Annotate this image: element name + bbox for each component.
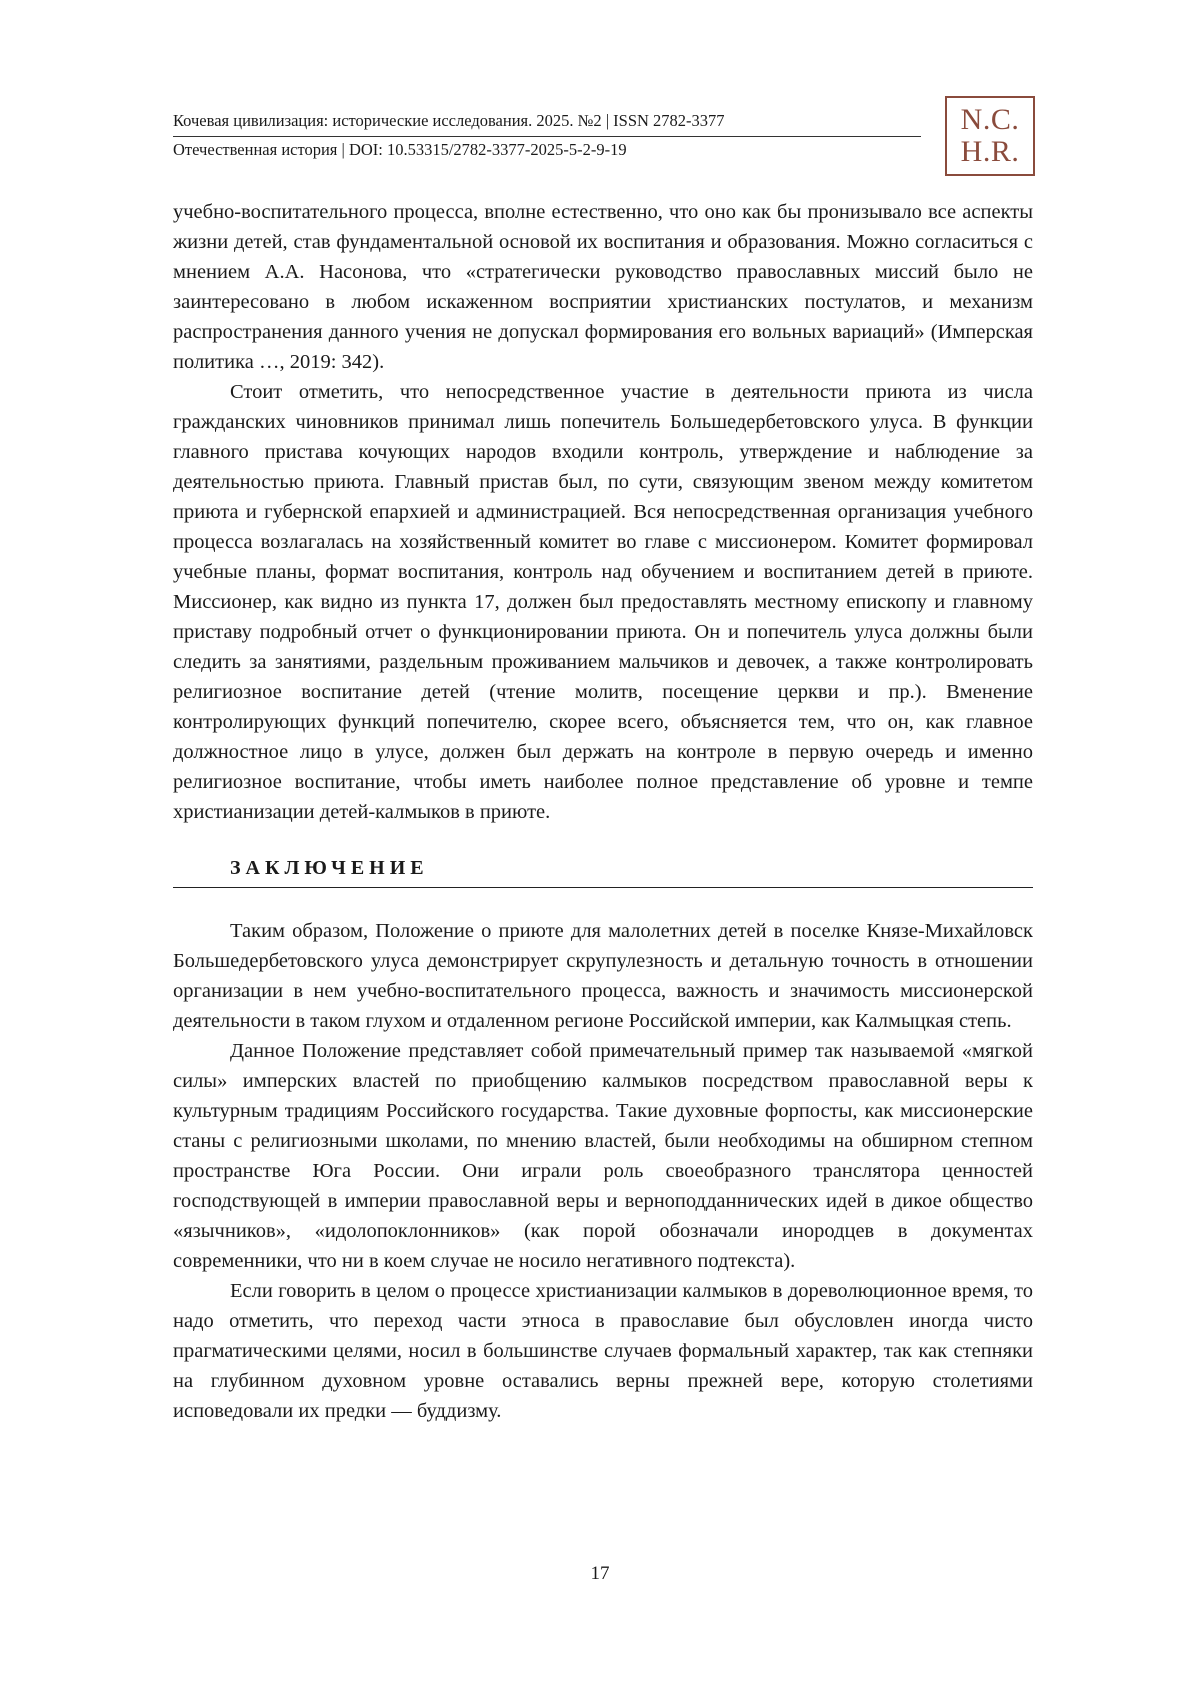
journal-line: Кочевая цивилизация: исторические исследования. 2025. №2 | ISSN 2782-3377 <box>173 110 921 137</box>
paragraph: Если говорить в целом о процессе христианизации калмыков в дореволюционное время, то надо отметить, что переход части этноса в православие был обусловлен иногда чисто прагматическими целями, носил в большинстве случаев формальный характер, так как степняки на глубинном духовном уровне оставались верны прежней вере, которую столетиями исповедовали их предки — буддизму. <box>173 1280 1033 1422</box>
logo-bottom-text: H.R. <box>960 135 1020 168</box>
section-heading: ЗАКЛЮЧЕНИЕ <box>173 853 1033 888</box>
paragraph: Таким образом, Положение о приюте для малолетних детей в поселке Князе-Михайловск Большедербетовского улуса демонстрирует скрупулезность и детальную точность в отношении организации в нем учебно-воспитательного процесса, важность и значимость миссионерской деятельности в таком глухом и отдаленном регионе Российской империи, как Калмыцкая степь. <box>173 920 1033 1032</box>
paragraph: Стоит отметить, что непосредственное участие в деятельности приюта из числа гражданских чиновников принимал лишь попечитель Большедербетовского улуса. В функции главного пристава кочующих народов входили контроль, утверждение и наблюдение за деятельностью приюта. Главный пристав был, по сути, связующим звеном между комитетом приюта и губернской епархией и администрацией. Вся непосредственная организация учебного процесса возлагалась на хозяйственный комитет во главе с миссионером. Комитет формировал учебные планы, формат воспитания, контроль над обучением и воспитанием детей в приюте. Миссионер, как видно из пункта 17, должен был предоставлять местному епископу и главному приставу подробный отчет о функционировании приюта. Он и попечитель улуса должны были следить за занятиями, раздельным проживанием мальчиков и девочек, а также контролировать религиозное воспитание детей (чтение молитв, посещение церкви и пр.). Вменение контролирующих функций попечителю, скорее всего, объясняется тем, что он, как главное должностное лицо в улусе, должен был держать на контроле в первую очередь и именно религиозное воспитание, чтобы иметь наиболее полное представление об уровне и темпе христианизации детей-калмыков в приюте. <box>173 381 1033 823</box>
running-header <box>173 110 921 161</box>
paragraph: Данное Положение представляет собой примечательный пример так называемой «мягкой силы» имперских властей по приобщению калмыков посредством православной веры к культурным традициям Российского государства. Такие духовные форпосты, как миссионерские станы с религиозными школами, по мнению властей, были необходимы на обширном степном пространстве Юга России. Они играли роль своеобразного транслятора ценностей господствующей в империи православной веры и верноподданнических идей в дикое общество «язычников», «идолопоклонников» (как порой обозначали инородцев в документах современники, что ни в коем случае не носило негативного подтекста). <box>173 1040 1033 1272</box>
page-number: 17 <box>590 1563 610 1584</box>
paragraph: учебно-воспитательного процесса, вполне естественно, что оно как бы пронизывало все аспекты жизни детей, став фундаментальной основой их воспитания и образования. Можно согласиться с мнением А.А. Насонова, что «стратегически руководство православных миссий было не заинтересовано в любом искаженном восприятии христианских постулатов, и механизм распространения данного учения не допускал формирования его вольных вариаций» (Имперская политика …, 2019: 342). <box>173 201 1033 373</box>
section-doi-line: Отечественная история | DOI: 10.53315/2782-3377-2025-5-2-9-19 <box>173 140 627 159</box>
article-body <box>173 197 1033 1426</box>
journal-logo <box>945 96 1035 176</box>
logo-top-text: N.C. <box>960 103 1020 136</box>
